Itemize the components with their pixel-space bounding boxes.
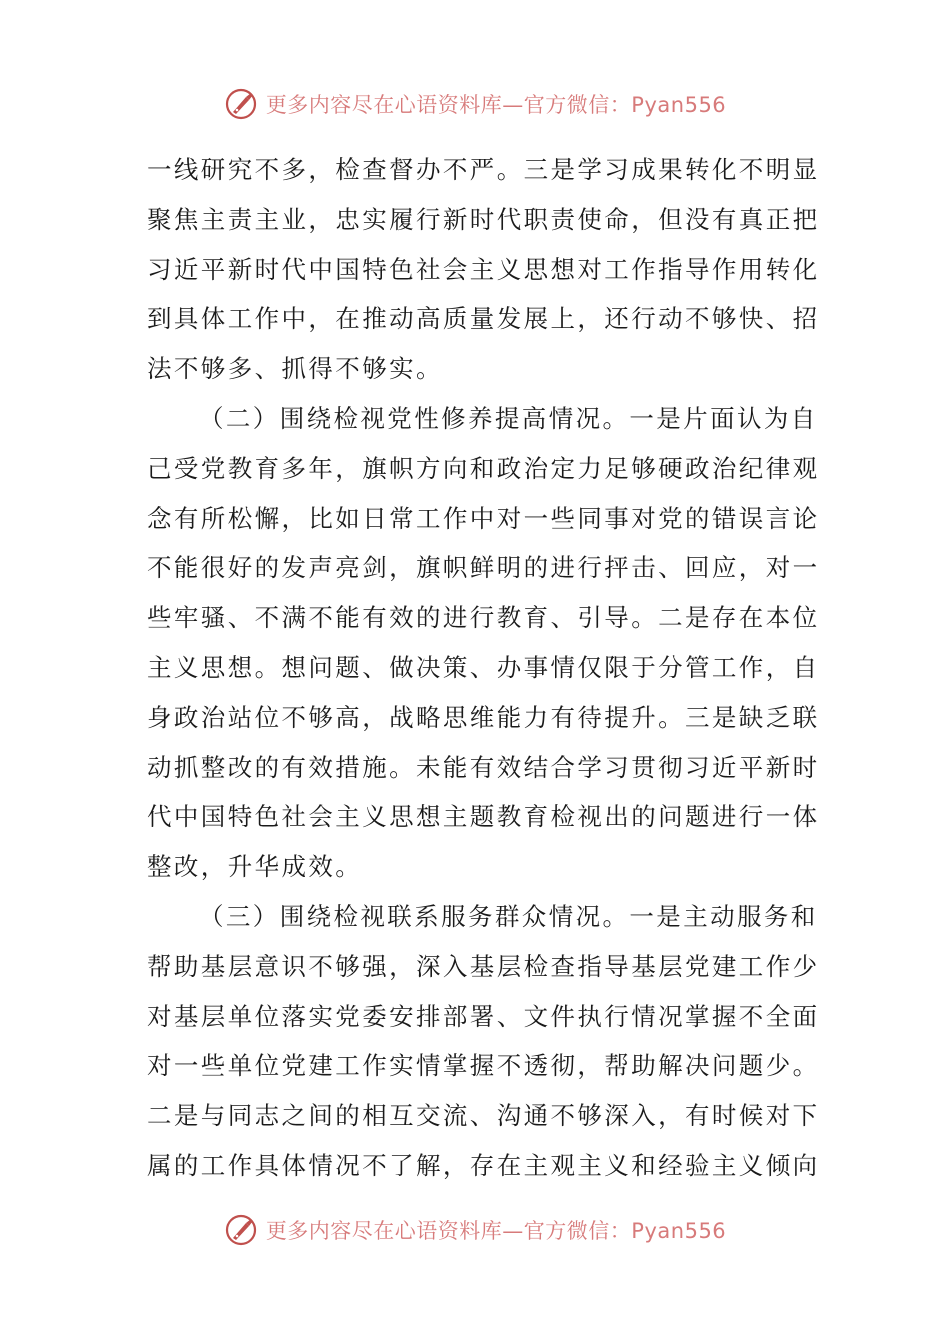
text-line: 一线研究不多，检查督办不严。三是学习成果转化不明显 xyxy=(147,155,820,184)
text-line: 不能很好的发声亮剑，旗帜鲜明的进行抨击、回应，对一 xyxy=(147,553,820,583)
pen-nib-logo-icon xyxy=(224,1213,258,1247)
text-line: （二）围绕检视党性修养提高情况。一是片面认为自 xyxy=(199,403,818,433)
text-line: 法不够多、抓得不够实。 xyxy=(147,354,443,384)
text-line: 到具体工作中，在推动高质量发展上，还行动不够快、招 xyxy=(147,304,820,334)
text-line: 二是与同志之间的相互交流、沟通不够深入，有时候对下 xyxy=(147,1101,820,1131)
text-line: 些牢骚、不满不能有效的进行教育、引导。二是存在本位 xyxy=(147,603,820,633)
text-line: 主义思想。想问题、做决策、办事情仅限于分管工作，自 xyxy=(147,652,820,682)
text-line: 动抓整改的有效措施。未能有效结合学习贯彻习近平新时 xyxy=(147,752,820,782)
pen-nib-logo-icon xyxy=(224,87,258,121)
header-banner-text: 更多内容尽在心语资料库—官方微信：Pyan556 xyxy=(265,93,727,117)
text-line: 念有所松懈，比如日常工作中对一些同事对党的错误言论 xyxy=(147,503,820,533)
text-line: 对一些单位党建工作实情掌握不透彻，帮助解决问题少。 xyxy=(147,1051,820,1081)
text-line: 习近平新时代中国特色社会主义思想对工作指导作用转化 xyxy=(147,254,820,284)
header-banner xyxy=(0,82,950,126)
text-line: 己受党教育多年，旗帜方向和政治定力足够硬政治纪律观 xyxy=(147,453,820,483)
text-line: 代中国特色社会主义思想主题教育检视出的问题进行一体 xyxy=(147,802,820,832)
footer-banner xyxy=(0,1208,950,1252)
text-line: 对基层单位落实党委安排部署、文件执行情况掌握不全面 xyxy=(147,1001,820,1031)
text-line: 属的工作具体情况不了解，存在主观主义和经验主义倾向 xyxy=(147,1150,820,1180)
text-line: 聚焦主责主业，忠实履行新时代职责使命，但没有真正把 xyxy=(147,204,820,234)
footer-banner-text: 更多内容尽在心语资料库—官方微信：Pyan556 xyxy=(265,1219,727,1243)
text-line: 身政治站位不够高，战略思维能力有待提升。三是缺乏联 xyxy=(147,702,820,732)
body-text xyxy=(147,145,820,1191)
text-line: （三）围绕检视联系服务群众情况。一是主动服务和 xyxy=(199,901,818,931)
text-line: 整改，升华成效。 xyxy=(147,852,363,882)
text-line: 帮助基层意识不够强，深入基层检查指导基层党建工作少 xyxy=(147,951,820,981)
